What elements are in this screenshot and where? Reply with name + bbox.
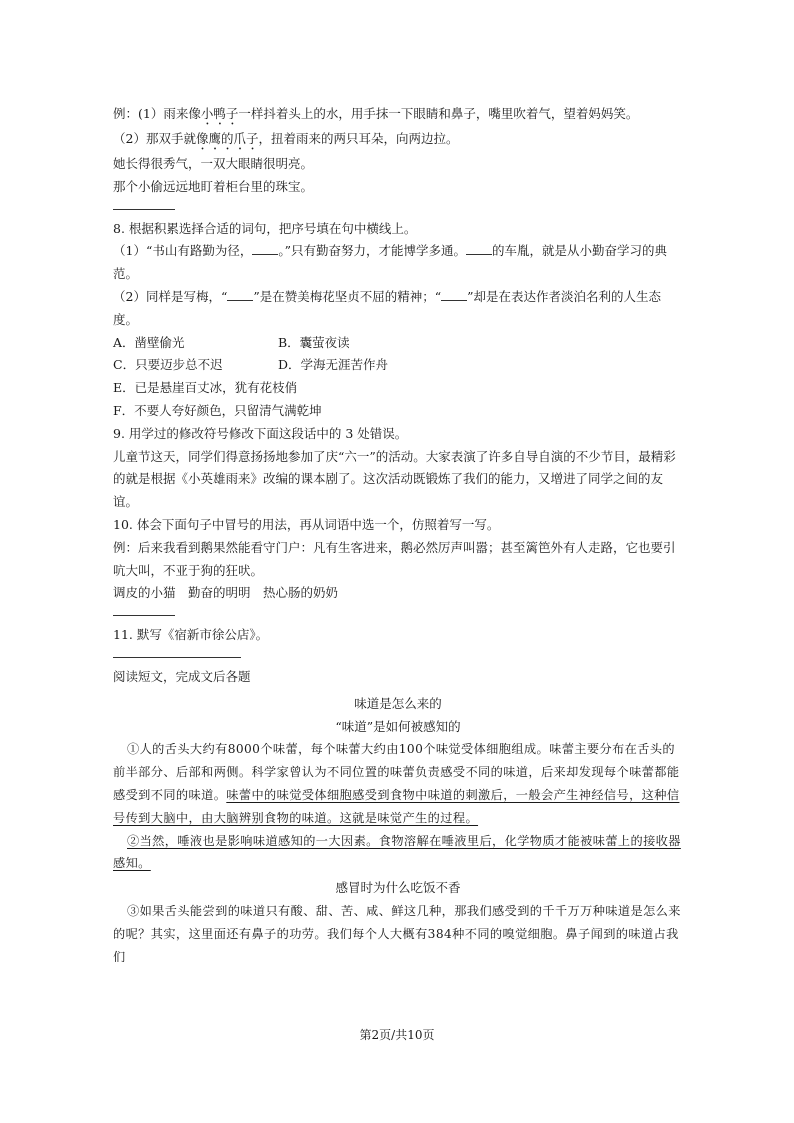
text: 的车胤，就是从小勤奋学习的典 <box>492 243 668 259</box>
q8-options <box>113 332 683 378</box>
blank[interactable] <box>227 288 253 301</box>
q7-sentence-2: 那个小偷远远地盯着柜台里的珠宝。 <box>113 178 314 194</box>
article-paragraph-2: ②当然，唾液也是影响味道感知的一大因素。食物溶解在唾液里后，化学物质才能被味蕾上的接收器感知。 <box>113 833 681 871</box>
q10-words: 调皮的小猫 勤奋的明明 热心肠的奶奶 <box>113 585 339 601</box>
q11-title: 11. 默写《宿新市徐公店》。 <box>113 627 269 643</box>
option-d[interactable]: D．学海无涯苦作舟 <box>278 357 389 373</box>
article-subtitle-2: 感冒时为什么吃饭不香 <box>335 880 461 896</box>
option-a[interactable]: A．凿壁偷光 <box>113 334 185 350</box>
text: （2）同样是写梅，“ <box>113 288 228 304</box>
text: ，扭着雨来的两只耳朵，向两边拉。 <box>258 131 459 146</box>
q7-sentence-1: 她长得很秀气，一双大眼睛很明亮。 <box>113 156 314 171</box>
q7-example-2 <box>113 128 683 153</box>
text: ”是在赞美梅花坚贞不屈的精神；“ <box>253 288 442 304</box>
blank[interactable] <box>466 242 492 255</box>
blank[interactable] <box>252 242 278 255</box>
blank[interactable] <box>441 288 467 301</box>
page-footer: 第2页/共10页 <box>359 1028 435 1042</box>
q7-example-1 <box>113 103 683 128</box>
page-content <box>113 103 683 968</box>
q9-text: 儿童节这天，同学们得意扬扬地参加了庆“六一”的活动。大家表演了许多自导自演的不少节目，最精彩的就是根据《小英雄雨来》改编的课本剧了。这次活动既锻炼了我们的能力，又增进了同学之间的友谊。 <box>113 448 676 510</box>
dotted-word: 像鹰的爪子 <box>195 131 259 146</box>
option-c[interactable]: C．只要迈步总不迟 <box>113 357 223 373</box>
answer-line[interactable] <box>113 657 241 658</box>
text: ”却是在表达作者淡泊名利的人生态 <box>467 288 662 304</box>
option-b[interactable]: B．囊萤夜读 <box>278 334 350 350</box>
q8-part2-cont: 度。 <box>113 311 139 327</box>
article-subtitle-1: “味道”是如何被感知的 <box>335 718 461 734</box>
q9-title: 9. 用学过的修改符号修改下面这段话中的 3 处错误。 <box>113 425 408 441</box>
dotted-word: 小鸭子 <box>200 106 239 121</box>
text: 。”只有勤奋努力，才能博学多通。 <box>278 243 466 259</box>
underlined-text: 味蕾中的味觉受体细胞感受到食物中味道的刺激后，一般会产生神经信号，这种信号传到大脑中，由大脑辨别食物的味道。这就是味觉产生的过程。 <box>113 787 680 825</box>
reading-intro: 阅读短文，完成文后各题 <box>113 668 251 684</box>
text: 例：(1）雨来像 <box>113 106 201 121</box>
article-paragraph-1 <box>113 738 683 829</box>
option-e[interactable]: E．已是悬崖百丈冰，犹有花枝俏 <box>113 380 298 396</box>
option-f[interactable]: F．不要人夸好颜色，只留清气满乾坤 <box>113 402 322 418</box>
text: （1）“书山有路勤为径， <box>113 243 253 259</box>
q8-title: 8. 根据积累选择合适的词句，把序号填在句中横线上。 <box>113 220 417 236</box>
article-title: 味道是怎么来的 <box>354 695 442 711</box>
article-paragraph-3: ③如果舌头能尝到的味道只有酸、甜、苦、咸、鲜这几种，那我们感受到的千千万万种味道是怎么来的呢？其实，这里面还有鼻子的功劳。我们每个人大概有384种不同的嗅觉细胞。鼻子闻到的味道占我们 <box>113 903 681 964</box>
q8-part2 <box>113 286 683 309</box>
answer-line[interactable] <box>113 615 175 616</box>
q8-part1-cont: 范。 <box>113 266 139 282</box>
q10-title: 10. 体会下面句子中冒号的用法，再从词语中选一个，仿照着写一写。 <box>113 516 500 532</box>
text: ①人的舌头大约有8000个味蕾，每个味蕾大约由100个味觉受体细胞组成。味蕾主要分布在舌头的前半部分、后部和两侧。科学家曾认为不同位置的味蕾负责感受不同的味道，后来却发现每个味蕾都能感受到不同的味道。 <box>113 742 680 802</box>
text: 一样抖着头上的水，用手抹一下眼睛和鼻子，嘴里吹着气，望着妈妈笑。 <box>238 106 639 121</box>
q8-part1 <box>113 240 683 263</box>
text: （2）那双手就 <box>113 131 196 146</box>
answer-line[interactable] <box>113 209 175 210</box>
q10-example: 例：后来我看到鹅果然能看守门户：凡有生客进来，鹅必然厉声叫嚣；甚至篱笆外有人走路，它也要引吭大叫，不亚于狗的狂吠。 <box>113 539 676 578</box>
